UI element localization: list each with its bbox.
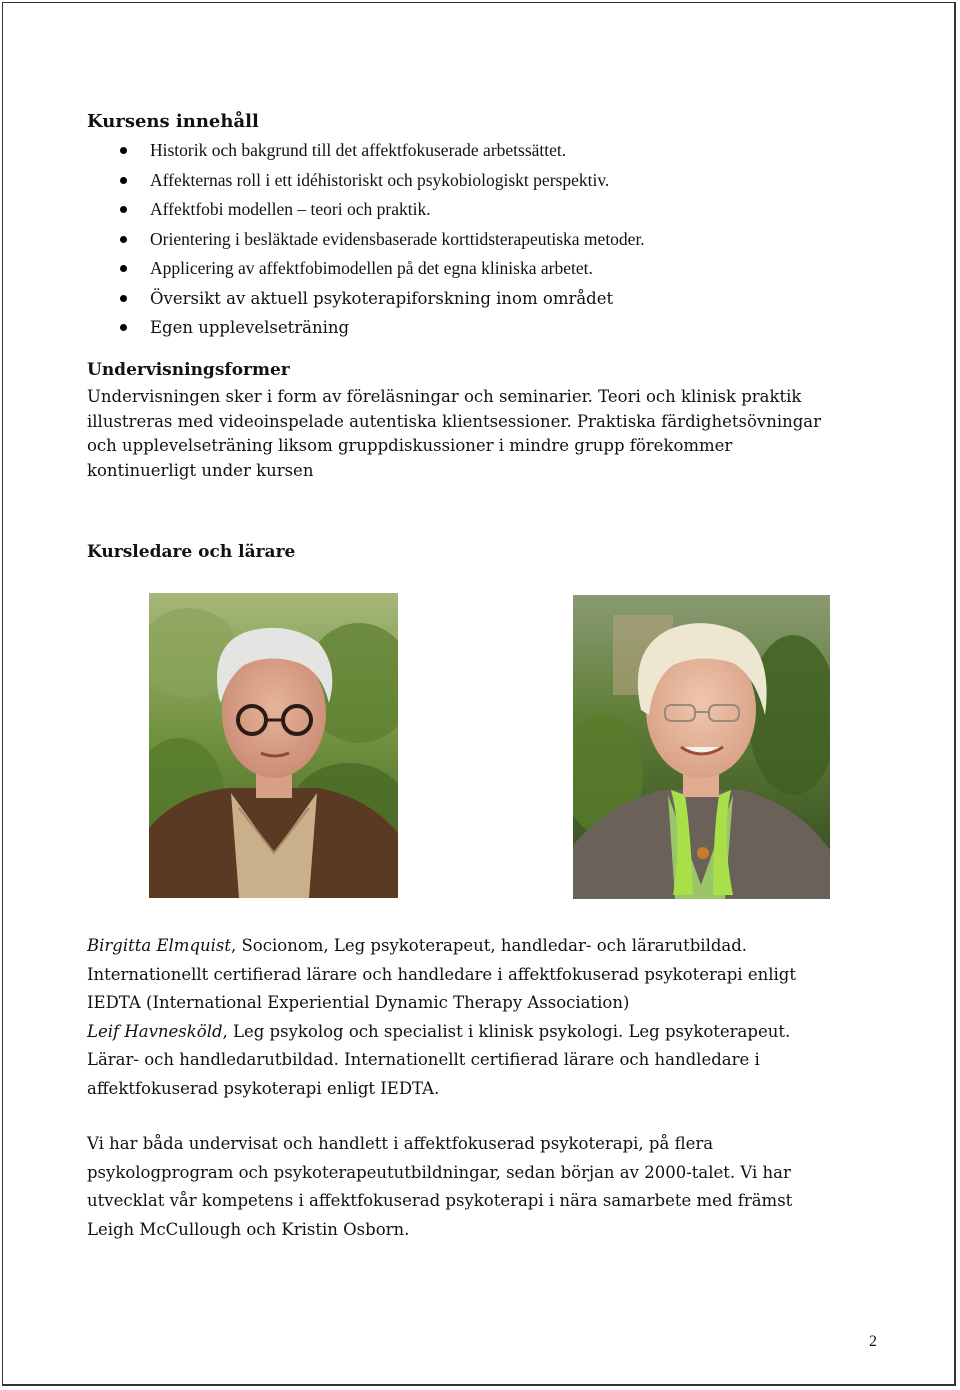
bullet-icon — [120, 177, 127, 184]
list-item: Översikt av aktuell psykoterapiforskning inom området — [87, 284, 645, 314]
bio-line: Birgitta Elmquist, Socionom, Leg psykoterapeut, handledar- och lärarutbildad. — [87, 936, 748, 955]
bullet-icon — [120, 206, 127, 213]
course-content-heading: Kursens innehåll — [87, 111, 259, 132]
list-item: Affekternas roll i ett idéhistoriskt och psykobiologiskt perspektiv. — [87, 166, 645, 196]
portrait-image — [573, 595, 830, 899]
bio-line: Leif Havnesköld, Leg psykolog och specialist i klinisk psykologi. Leg psykoterapeut. — [87, 1021, 791, 1041]
document-page — [2, 2, 956, 1386]
closing-paragraph: Vi har båda undervisat och handlett i affektfokuserad psykoterapi, på flera psykologprogram och psykoterapeututbildningar, sedan början av 2000-talet. Vi har utvecklat vår kompetens i affektfokuserad psykoterapi i nära samarbete med främst Leigh McCullough och Kristin Osborn. — [87, 1134, 793, 1239]
bullet-icon — [120, 324, 127, 331]
teacher-photo-woman — [573, 595, 830, 899]
teacher-photo-man — [149, 593, 398, 898]
bullet-icon — [120, 295, 127, 302]
teaching-forms-heading: Undervisningsformer — [87, 360, 290, 380]
bullet-icon — [120, 265, 127, 272]
teacher-bios: Birgitta Elmquist, Socionom, Leg psykoterapeut, handledar- och lärarutbildad. Internationellt certifierad lärare och handledare i affektfokuserad psykoterapi enligt IEDTA (International Experiential Dynamic Therapy Association) Leif Havnesköld, Leg psykolog och specialist i klinisk psykologi. Leg psykoterapeut. Lärar- och handledarutbildad. Internationellt certifierad lärare och handledare i affektfokuserad psykoterapi enligt IEDTA. — [87, 932, 887, 1103]
bullet-icon — [120, 236, 127, 243]
list-item: Applicering av affektfobimodellen på det egna kliniska arbetet. — [87, 254, 645, 284]
list-item: Affektfobi modellen – teori och praktik. — [87, 195, 645, 225]
course-content-list — [87, 136, 645, 343]
teaching-forms-paragraph: Undervisningen sker i form av föreläsningar och seminarier. Teori och klinisk praktik illustreras med videoinspelade autentiska klientsessioner. Praktiska färdighetsövningar och upplevelseträning liksom gruppdiskussioner i mindre grupp förekommer kontinuerligt under kursen — [87, 387, 822, 480]
list-item: Orientering i besläktade evidensbaserade korttidsterapeutiska metoder. — [87, 225, 645, 255]
list-item: Historik och bakgrund till det affektfokuserade arbetssättet. — [87, 136, 645, 166]
page-number: 2 — [869, 1333, 877, 1350]
list-item: Egen upplevelseträning — [87, 313, 645, 343]
bullet-icon — [120, 147, 127, 154]
leaders-heading: Kursledare och lärare — [87, 542, 296, 562]
portrait-image — [149, 593, 398, 898]
